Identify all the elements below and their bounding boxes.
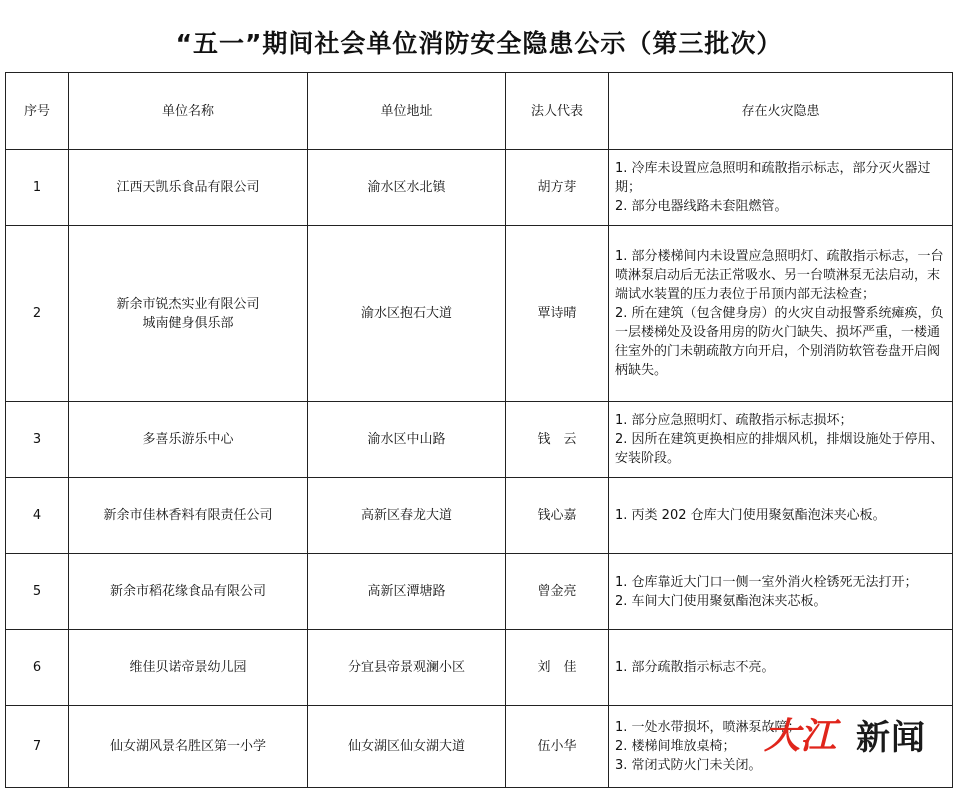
row-address: 渝水区中山路 [308, 402, 506, 478]
row-no: 1 [6, 150, 69, 226]
hazard-item: 1. 部分应急照明灯、疏散指示标志损坏； [615, 413, 853, 428]
hazard-item: 3. 常闭式防火门未关闭。 [615, 758, 762, 773]
unit-name-line: 新余市佳林香料有限责任公司 [103, 508, 273, 523]
row-hazards [609, 630, 953, 706]
table-header-row [6, 73, 953, 150]
table-row [6, 402, 953, 478]
row-hazards [609, 554, 953, 630]
news-watermark [762, 712, 926, 756]
table-row [6, 478, 953, 554]
row-legal-rep: 曾金亮 [506, 554, 609, 630]
table-row [6, 630, 953, 706]
header-unit-name: 单位名称 [69, 73, 308, 150]
row-address: 高新区春龙大道 [308, 478, 506, 554]
logo-text: 大江 [764, 716, 837, 756]
hazard-item: 1. 部分楼梯间内未设置应急照明灯、疏散指示标志，一台喷淋泵启动后无法正常吸水、另一台喷淋泵无法启动，末端试水装置的压力表位于吊顶内部无法检查； [615, 249, 944, 302]
row-legal-rep: 刘 佳 [506, 630, 609, 706]
hazard-item: 2. 所在建筑（包含健身房）的火灾自动报警系统瘫痪，负一层楼梯处及设备用房的防火门缺失、损坏严重，一楼通往室外的门未朝疏散方向开启，个别消防软管卷盘开启阀柄缺失。 [615, 306, 944, 378]
header-legal-rep: 法人代表 [506, 73, 609, 150]
hazard-item: 1. 冷库未设置应急照明和疏散指示标志，部分灭火器过期； [615, 161, 931, 195]
row-no: 6 [6, 630, 69, 706]
row-unit-name [69, 150, 308, 226]
row-address: 渝水区水北镇 [308, 150, 506, 226]
header-unit-address: 单位地址 [308, 73, 506, 150]
unit-name-line: 维佳贝诺帝景幼儿园 [129, 660, 247, 675]
row-address: 渝水区抱石大道 [308, 226, 506, 402]
hazard-item: 2. 车间大门使用聚氨酯泡沫夹芯板。 [615, 593, 827, 609]
row-unit-name [69, 630, 308, 706]
row-legal-rep: 覃诗晴 [506, 226, 609, 402]
row-legal-rep: 胡方芽 [506, 150, 609, 226]
row-no: 7 [6, 706, 69, 788]
row-legal-rep: 钱 云 [506, 402, 609, 478]
row-hazards [609, 402, 953, 478]
table-row [6, 226, 953, 402]
row-unit-name [69, 706, 308, 788]
hazard-item: 2. 因所在建筑更换相应的排烟风机，排烟设施处于停用、安装阶段。 [615, 432, 944, 466]
hazard-item: 1. 一处水带损坏，喷淋泵故障； [615, 720, 801, 735]
hazard-item: 1. 仓库靠近大门口一侧一室外消火栓锈死无法打开； [615, 574, 918, 590]
table-row [6, 150, 953, 226]
row-no: 4 [6, 478, 69, 554]
hazard-item: 1. 部分疏散指示标志不亮。 [615, 660, 775, 675]
hazard-table [5, 72, 953, 788]
hazard-item: 2. 部分电器线路未套阻燃管。 [615, 199, 788, 214]
header-no: 序号 [6, 73, 69, 150]
row-unit-name [69, 554, 308, 630]
document-title: “五一”期间社会单位消防安全隐患公示（第三批次） [175, 29, 783, 58]
row-no: 2 [6, 226, 69, 402]
watermark-text: 新闻 [856, 717, 926, 758]
row-unit-name [69, 226, 308, 402]
unit-name-line: 多喜乐游乐中心 [142, 432, 234, 447]
row-no: 3 [6, 402, 69, 478]
row-no: 5 [6, 554, 69, 630]
row-hazards [609, 478, 953, 554]
row-address: 高新区潭塘路 [308, 554, 506, 630]
row-hazards [609, 150, 953, 226]
dajiang-logo-icon [762, 712, 854, 756]
hazard-item: 2. 楼梯间堆放桌椅； [615, 739, 736, 754]
row-address: 仙女湖区仙女湖大道 [308, 706, 506, 788]
unit-name-line: 江西天凯乐食品有限公司 [116, 180, 260, 195]
hazard-item: 1. 丙类 202 仓库大门使用聚氨酯泡沫夹心板。 [615, 508, 886, 523]
row-unit-name [69, 402, 308, 478]
row-hazards [609, 226, 953, 402]
unit-name-line: 新余市锐杰实业有限公司 [116, 296, 260, 312]
table-row [6, 554, 953, 630]
unit-name-line: 仙女湖风景名胜区第一小学 [109, 739, 266, 754]
row-legal-rep: 伍小华 [506, 706, 609, 788]
row-address: 分宜县帝景观澜小区 [308, 630, 506, 706]
header-fire-hazards: 存在火灾隐患 [609, 73, 953, 150]
unit-name-line: 新余市稻花缘食品有限公司 [109, 584, 266, 599]
row-unit-name [69, 478, 308, 554]
unit-name-line: 城南健身俱乐部 [142, 315, 234, 331]
row-legal-rep: 钱心嘉 [506, 478, 609, 554]
